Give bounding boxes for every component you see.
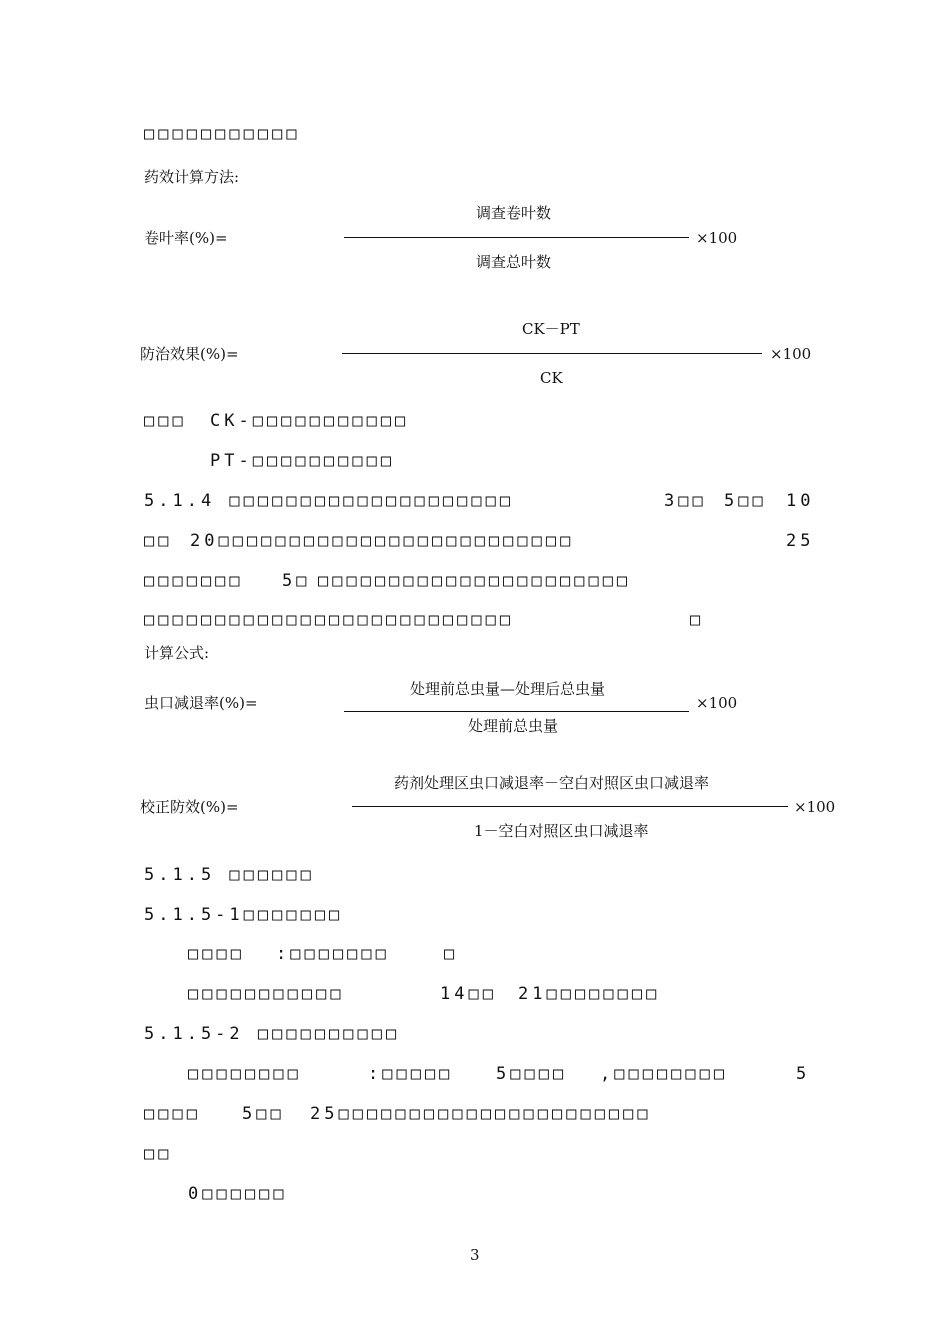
where-caption: □□□ (144, 411, 187, 431)
text-line-f1: □□□□□□□□ (188, 1064, 302, 1084)
section-5-1-4-part-c: 5□□ (724, 491, 767, 511)
curl-rate-label: 卷叶率(%)= (144, 229, 228, 247)
page-number: 3 (470, 1246, 480, 1264)
curl-rate-denominator: 调查总叶数 (476, 253, 552, 271)
section-5-1-5: 5.1.5 □□□□□□ (144, 865, 315, 885)
text-line-c1: □□□□□□□□□□□□□□□□□□□□□□□□□□ (144, 610, 515, 630)
text-line-f2: :□□□□□ (368, 1064, 454, 1084)
text-line-b3: □□□□□□□□□□□□□□□□□□□□□□ (318, 571, 632, 591)
calc-method-heading: 药效计算方法: (144, 168, 240, 186)
text-line-c2: □ (690, 610, 705, 630)
corrected-numerator: 药剂处理区虫口减退率－空白对照区虫口减退率 (394, 774, 710, 792)
decline-fraction-bar (344, 711, 689, 712)
control-effect-fraction-bar (342, 353, 762, 354)
text-line-f4: ,□□□□□□□□ (600, 1064, 729, 1084)
corrected-label: 校正防效(%)= (140, 798, 239, 816)
text-line-e2: 14□□ (440, 984, 497, 1004)
text-line-b2: 5□ (282, 571, 311, 591)
corrected-multiplier: ×100 (794, 798, 836, 816)
curl-rate-fraction-bar (344, 237, 689, 238)
text-line-g2: 5□□ (242, 1104, 285, 1124)
curl-rate-numerator: 调查卷叶数 (476, 204, 552, 222)
text-line-f3: 5□□□□ (496, 1064, 568, 1084)
decline-denominator: 处理前总虫量 (468, 717, 559, 735)
decline-numerator: 处理前总虫量—处理后总虫量 (410, 680, 606, 698)
text-line-d1: □□□□ (188, 944, 245, 964)
text-line-a2: 20□□□□□□□□□□□□□□□□□□□□□□□□□ (190, 531, 575, 551)
text-line-b1: □□□□□□□ (144, 571, 244, 591)
corrected-fraction-bar (352, 806, 788, 807)
decline-multiplier: ×100 (696, 694, 738, 712)
text-line-a1: □□ (144, 531, 173, 551)
text-line-1: □□□□□□□□□□□ (144, 124, 301, 144)
control-effect-numerator: CK－PT (522, 320, 580, 338)
calc-formula-heading: 计算公式: (144, 644, 210, 662)
section-5-1-5-1: 5.1.5-1□□□□□□□ (144, 905, 344, 925)
text-line-e3: 21□□□□□□□□ (518, 984, 661, 1004)
text-line-g3: 25□□□□□□□□□□□□□□□□□□□□□□ (310, 1104, 652, 1124)
section-5-1-5-2: 5.1.5-2 □□□□□□□□□□ (144, 1024, 401, 1044)
text-line-d2: :□□□□□□□ (276, 944, 390, 964)
text-line-e1: □□□□□□□□□□□ (188, 984, 345, 1004)
text-line-h: □□ (144, 1144, 173, 1164)
ck-definition: CK-□□□□□□□□□□□ (210, 411, 410, 431)
text-line-f5: 5 (796, 1064, 811, 1084)
text-line-a3: 25 (786, 531, 815, 551)
section-5-1-4-part-d: 10 (786, 491, 815, 511)
pt-definition: PT-□□□□□□□□□□ (210, 451, 396, 471)
decline-label: 虫口减退率(%)= (144, 694, 258, 712)
section-5-1-4-part-b: 3□□ (664, 491, 707, 511)
section-5-1-4: 5.1.4 □□□□□□□□□□□□□□□□□□□□ (144, 491, 515, 511)
curl-rate-multiplier: ×100 (696, 229, 738, 247)
text-line-g1: □□□□ (144, 1104, 201, 1124)
control-effect-denominator: CK (540, 369, 563, 387)
text-line-i: 0□□□□□□ (188, 1184, 288, 1204)
text-line-d3: □ (444, 944, 459, 964)
control-effect-multiplier: ×100 (770, 345, 812, 363)
control-effect-label: 防治效果(%)= (140, 345, 239, 363)
corrected-denominator: 1－空白对照区虫口减退率 (474, 822, 649, 840)
